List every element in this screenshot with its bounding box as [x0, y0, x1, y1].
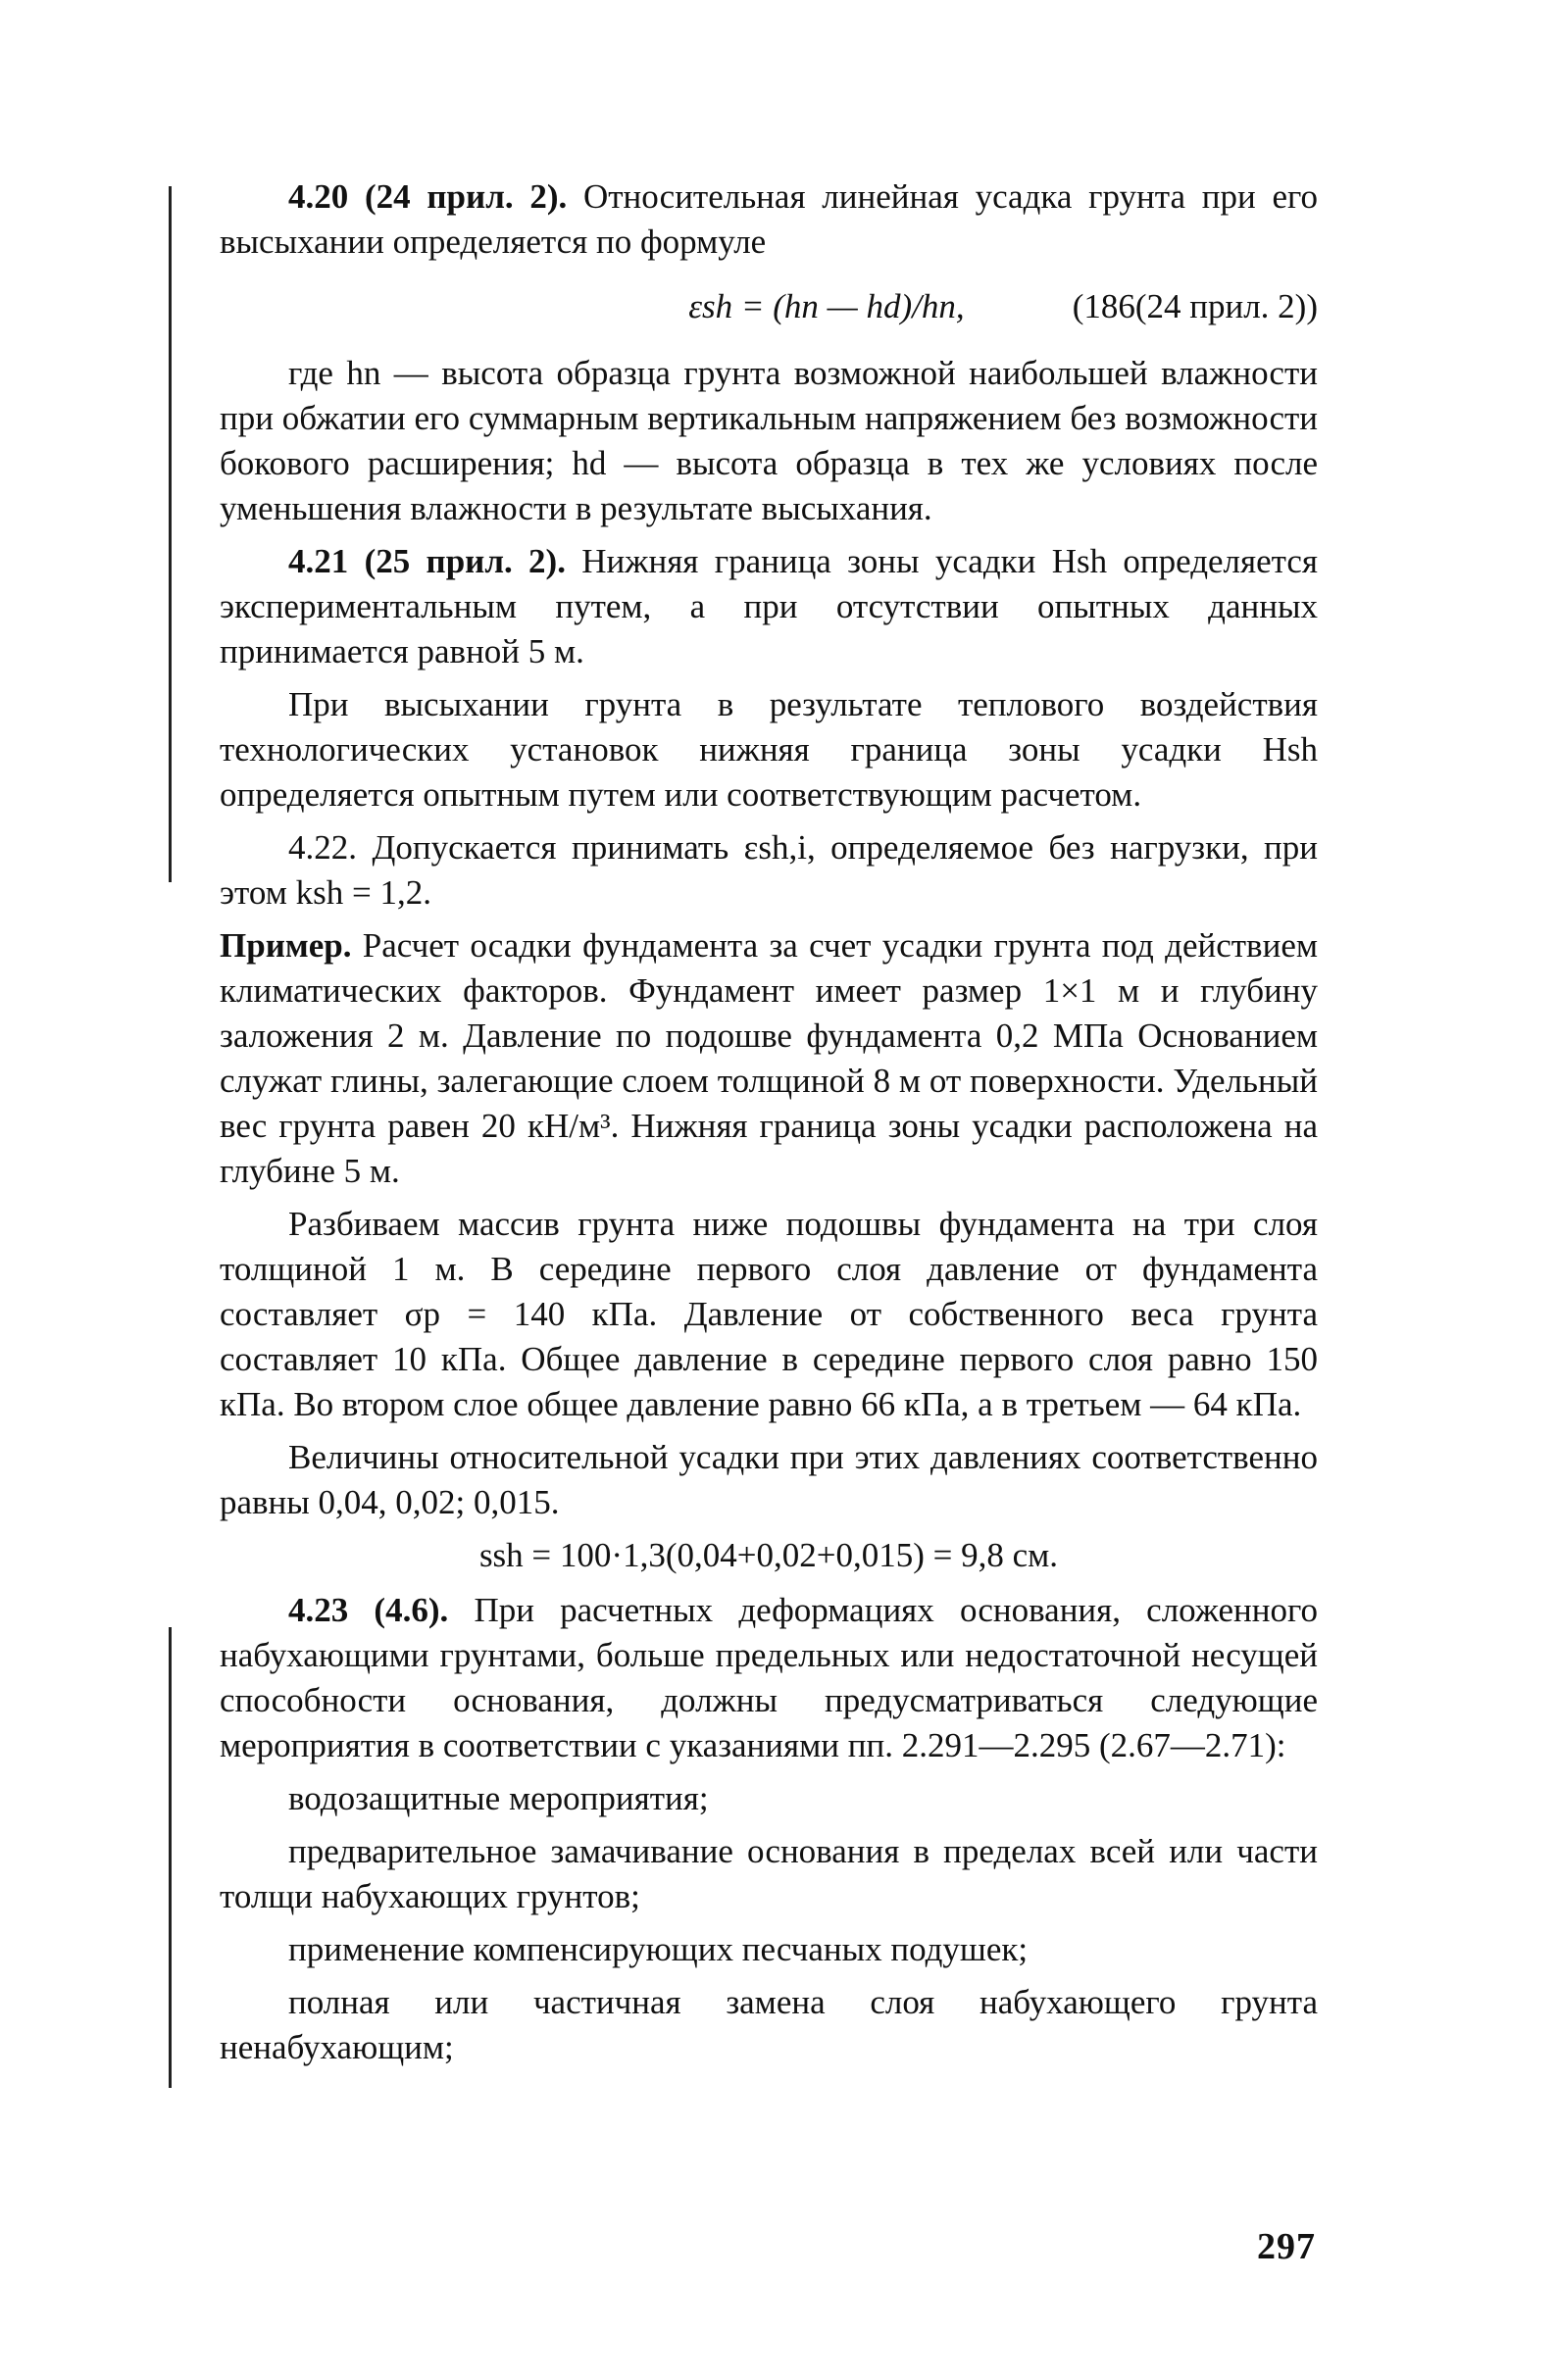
paragraph-text: Нижняя граница зоны усадки Hsh определяется экспериментальным путем, а при отсутствии опытных данных принимается равной 5 м. [220, 542, 1319, 670]
paragraph-where: где hn — высота образца грунта возможной наибольшей влажности при обжатии его суммарным вертикальным напряжением без возможности бокового расширения; hd — высота образца в тех же условиях после уменьшения влажности в результате высыхания. [220, 354, 1318, 527]
section-heading: 4.20 (24 прил. 2). [288, 177, 568, 216]
paragraph-text: При расчетных деформациях основания, сложенного набухающими грунтами, больше предельных или недостаточной несущей способности основания, должны предусматриваться следующие мероприятия в соответствии с указаниями пп. 2.291—2.295 (2.67—2.71): [220, 1591, 1319, 1764]
paragraph-4-21-2: При высыхании грунта в результате теплового воздействия технологических установок нижняя граница зоны усадки Hsh определяется опытным путем или соответствующим расчетом. [220, 685, 1318, 814]
section-heading: 4.22. [288, 828, 357, 867]
example-formula: ssh = 100·1,3(0,04+0,02+0,015) = 9,8 см. [478, 1536, 1059, 1574]
section-heading: 4.21 (25 прил. 2). [288, 542, 566, 580]
paragraph-text: Относительная линейная усадка грунта при его высыхании определяется по формуле [220, 177, 1318, 261]
paragraph-4-22 [220, 825, 1318, 916]
paragraph-example-3: Величины относительной усадки при этих давлениях соответственно равны 0,04, 0,02; 0,015. [220, 1438, 1318, 1521]
example-heading: Пример. [220, 926, 352, 965]
paragraph-4-23 [220, 1588, 1318, 1768]
paragraph-example [220, 923, 1318, 1194]
list-item: полная или частичная замена слоя набухающего грунта ненабухающим; [220, 1983, 1318, 2066]
revision-bar [169, 1627, 172, 2088]
paragraph-text: Расчет осадки фундамента за счет усадки грунта под действием климатических факторов. Фундамент имеет размер 1×1 м и глубину заложения 2 м. Давление по подошве фундамента 0,2 МПа Основанием служат глины, залегающие слоем толщиной 8 м от поверхности. Удельный вес грунта равен 20 кН/м³. Нижняя граница зоны усадки расположена на глубине 5 м. [220, 926, 1318, 1190]
list-item: применение компенсирующих песчаных подушек; [288, 1930, 1029, 1968]
document-page [220, 174, 1318, 2078]
formula: εsh = (hn — hd)/hn, [688, 287, 965, 325]
page-number: 297 [1257, 2226, 1316, 2267]
revision-bar [169, 186, 172, 882]
list-item: предварительное замачивание основания в пределах всей или части толщи набухающих грунтов; [220, 1832, 1318, 1915]
section-heading: 4.23 (4.6). [288, 1591, 449, 1629]
list-item: водозащитные мероприятия; [288, 1779, 709, 1817]
paragraph-text: Допускается принимать εsh,i, определяемое без нагрузки, при этом ksh = 1,2. [220, 828, 1318, 912]
formula-reference: (186(24 прил. 2)) [1072, 287, 1318, 325]
paragraph-example-2: Разбиваем массив грунта ниже подошвы фундамента на три слоя толщиной 1 м. В середине первого слоя давление от фундамента составляет σp = 140 кПа. Давление от собственного веса грунта составляет 10 кПа. Общее давление в середине первого слоя равно 150 кПа. Во втором слое общее давление равно 66 кПа, а в третьем — 64 кПа. [220, 1205, 1318, 1423]
formula-row [220, 284, 1318, 329]
paragraph-4-21 [220, 539, 1318, 674]
paragraph-4-20 [220, 174, 1318, 265]
